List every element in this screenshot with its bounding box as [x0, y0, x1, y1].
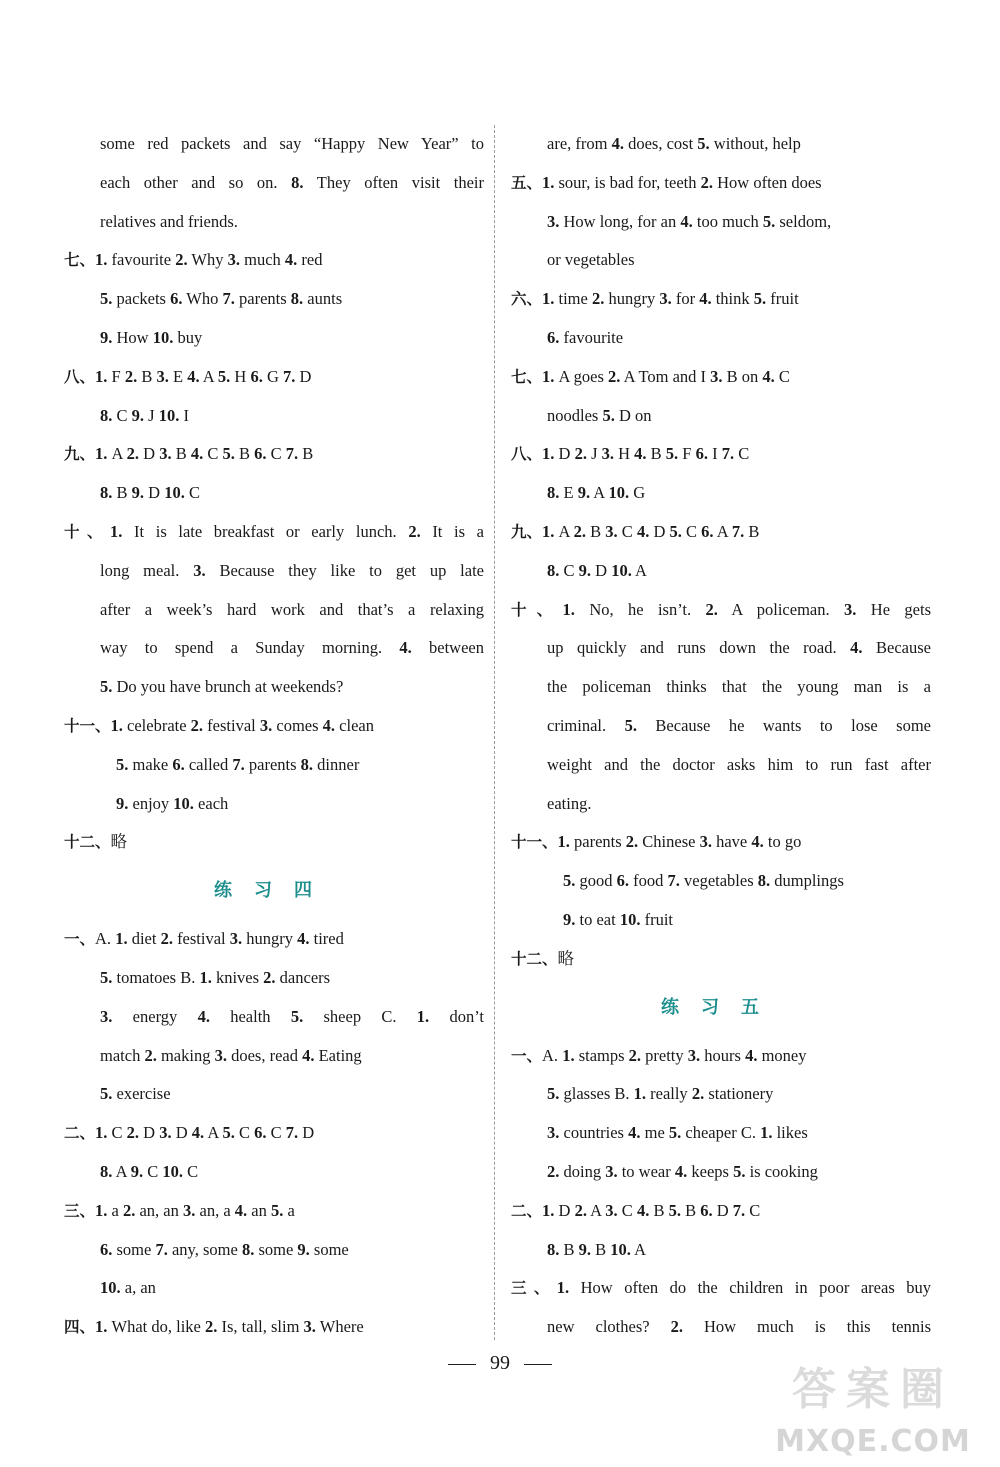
- answer-line: 5. packets 6. Who 7. parents 8. aunts: [100, 289, 343, 309]
- answer-section-line: 十二、略: [64, 832, 128, 852]
- watermark-mark: 答案圈: [792, 1364, 954, 1415]
- answer-line: new clothes? 2. How much is this tennis: [547, 1317, 931, 1337]
- answer-line: 3. How long, for an 4. too much 5. seldom,: [547, 211, 832, 231]
- page-number-dash-left: [448, 1364, 476, 1365]
- column-divider: [494, 125, 495, 1340]
- answer-section-line: 十、1. No, he isn’t. 2. A policeman. 3. He gets: [511, 599, 931, 619]
- answer-line: weight and the doctor asks him to run fast after: [547, 754, 931, 774]
- answer-section-line: 二、1. C 2. D 3. D 4. A 5. C 6. C 7. D: [64, 1123, 315, 1143]
- answer-section-line: 八、1. D 2. J 3. H 4. B 5. F 6. I 7. C: [511, 444, 750, 464]
- left-column: [64, 125, 484, 1347]
- answer-line: are, from 4. does, cost 5. without, help: [547, 134, 801, 153]
- answer-line: match 2. making 3. does, read 4. Eating: [100, 1045, 362, 1065]
- section-heading: 练习四: [214, 880, 334, 902]
- answer-line: 5. make 6. called 7. parents 8. dinner: [116, 754, 360, 774]
- answer-section-line: 五、1. sour, is bad for, teeth 2. How often does: [511, 172, 822, 192]
- answer-section-line: 九、1. A 2. D 3. B 4. C 5. B 6. C 7. B: [64, 444, 314, 464]
- answer-line: relatives and friends.: [100, 211, 238, 231]
- answer-section-line: 三、1. How often do the children in poor areas buy: [511, 1278, 931, 1298]
- answer-line: 8. B 9. B 10. A: [547, 1239, 647, 1259]
- answer-line: 3. energy 4. health 5. sheep C. 1. don’t: [100, 1006, 484, 1026]
- answer-section-line: 三、1. a 2. an, an 3. an, a 4. an 5. a: [64, 1200, 295, 1220]
- answer-line: the policeman thinks that the young man is a: [547, 677, 931, 697]
- answer-section-line: 十一、1. parents 2. Chinese 3. have 4. to go: [511, 832, 802, 852]
- answer-line: 5. glasses B. 1. really 2. stationery: [547, 1084, 774, 1104]
- answer-section-line: 四、1. What do, like 2. Is, tall, slim 3. Where: [64, 1317, 364, 1337]
- section-heading: 练习五: [661, 996, 781, 1018]
- answer-section-line: 一、A. 1. diet 2. festival 3. hungry 4. tired: [64, 929, 344, 949]
- answer-line: 8. C 9. D 10. A: [547, 560, 647, 580]
- answer-line: up quickly and runs down the road. 4. Because: [547, 638, 931, 658]
- watermark-url: MXQE.COM: [775, 1424, 971, 1459]
- answer-line: 6. some 7. any, some 8. some 9. some: [100, 1239, 349, 1259]
- answer-line: long meal. 3. Because they like to get up late: [100, 560, 484, 580]
- answer-line: criminal. 5. Because he wants to lose some: [547, 715, 932, 735]
- answer-line: way to spend a Sunday morning. 4. between: [100, 638, 484, 658]
- answer-line: 3. countries 4. me 5. cheaper C. 1. likes: [547, 1123, 808, 1143]
- answer-section-line: 七、1. favourite 2. Why 3. much 4. red: [64, 250, 323, 270]
- answer-line: 9. to eat 10. fruit: [563, 909, 673, 929]
- answer-line: 8. E 9. A 10. G: [547, 483, 646, 503]
- page-number-text: 99: [490, 1352, 510, 1374]
- answer-line: noodles 5. D on: [547, 405, 652, 425]
- answer-line: 8. C 9. J 10. I: [100, 405, 189, 425]
- answer-line: 5. good 6. food 7. vegetables 8. dumplings: [563, 871, 844, 891]
- answer-section-line: 一、A. 1. stamps 2. pretty 3. hours 4. money: [511, 1045, 807, 1065]
- answer-line: or vegetables: [547, 250, 635, 270]
- answer-line: 5. Do you have brunch at weekends?: [100, 677, 344, 697]
- answer-line: some red packets and say “Happy New Year” to: [100, 134, 484, 153]
- answer-section-line: 十、1. It is late breakfast or early lunch. 2. It is a: [64, 521, 484, 541]
- answer-line: 2. doing 3. to wear 4. keeps 5. is cooking: [547, 1161, 818, 1181]
- answer-line: 8. A 9. C 10. C: [100, 1161, 199, 1181]
- answer-line: 5. exercise: [100, 1084, 171, 1104]
- answer-section-line: 九、1. A 2. B 3. C 4. D 5. C 6. A 7. B: [511, 521, 760, 541]
- answer-section-line: 十二、略: [511, 948, 575, 968]
- answer-line: each other and so on. 8. They often visit their: [100, 172, 484, 192]
- answer-line: 9. How 10. buy: [100, 327, 203, 347]
- answer-line: 6. favourite: [547, 327, 624, 347]
- answer-line: 9. enjoy 10. each: [116, 793, 229, 813]
- answer-line: after a week’s hard work and that’s a relaxing: [100, 599, 484, 619]
- answer-section-line: 七、1. A goes 2. A Tom and I 3. B on 4. C: [511, 366, 790, 386]
- answer-line: 10. a, an: [100, 1278, 156, 1298]
- answer-section-line: 二、1. D 2. A 3. C 4. B 5. B 6. D 7. C: [511, 1200, 761, 1220]
- answer-section-line: 十一、1. celebrate 2. festival 3. comes 4. clean: [64, 715, 374, 735]
- answer-line: 8. B 9. D 10. C: [100, 483, 200, 503]
- answer-line: eating.: [547, 793, 592, 813]
- page-number-dash-right: [524, 1364, 552, 1365]
- right-column: [511, 125, 931, 1347]
- answer-section-line: 六、1. time 2. hungry 3. for 4. think 5. fruit: [511, 289, 799, 309]
- watermark-logo: [758, 1349, 988, 1459]
- answer-line: 5. tomatoes B. 1. knives 2. dancers: [100, 967, 331, 987]
- answer-section-line: 八、1. F 2. B 3. E 4. A 5. H 6. G 7. D: [64, 366, 312, 386]
